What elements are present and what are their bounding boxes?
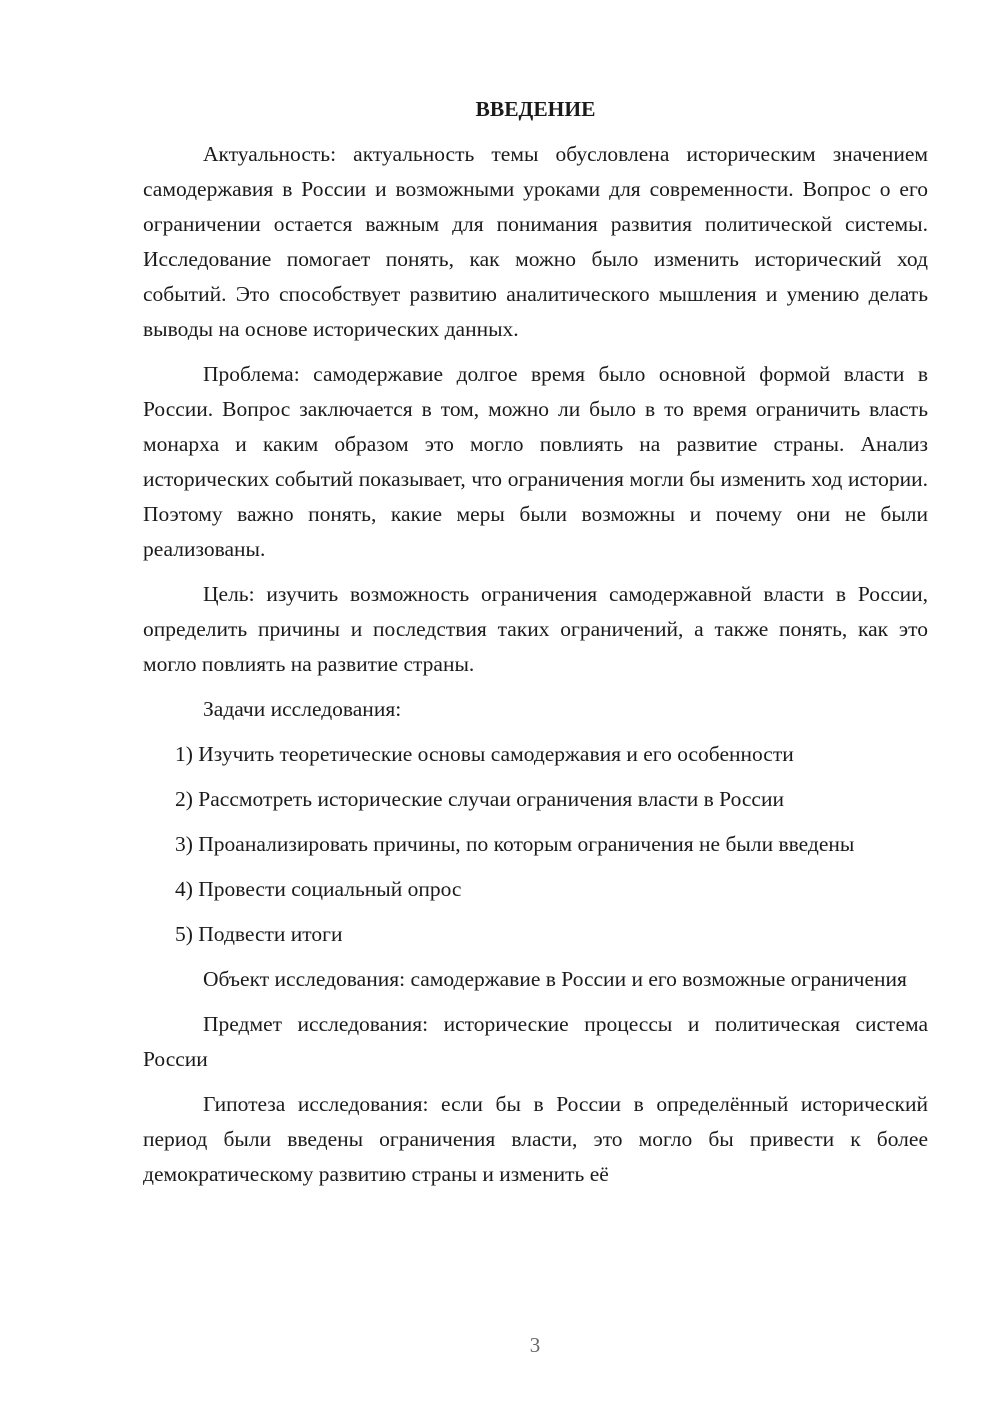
relevance-paragraph: Актуальность: актуальность темы обусловлена историческим значением самодержавия в России и возможными уроками для современности. Вопрос о его ограничении остается важным для понимания развития политической системы. Исследование помогает понять, как можно было изменить исторический ход событий. Это способствует развитию аналитического мышления и умению делать выводы на основе исторических данных. xyxy=(143,142,928,341)
hypothesis-paragraph: Гипотеза исследования: если бы в России в определённый исторический период были введены ограничения власти, это могло бы привести к более демократическому развитию страны и изменить её xyxy=(143,1092,928,1186)
section-heading: ВВЕДЕНИЕ xyxy=(475,97,596,121)
task-item-4: 4) Провести социальный опрос xyxy=(175,877,462,901)
task-item-5: 5) Подвести итоги xyxy=(175,922,343,946)
page-number: 3 xyxy=(529,1333,541,1357)
goal-paragraph: Цель: изучить возможность ограничения самодержавной власти в России, определить причины и последствия таких ограничений, а также понять, как это могло повлиять на развитие страны. xyxy=(143,582,928,676)
document-page xyxy=(143,92,928,1202)
problem-paragraph: Проблема: самодержавие долгое время было основной формой власти в России. Вопрос заключается в том, можно ли было в то время ограничить власть монарха и каким образом это могло повлиять на развитие страны. Анализ исторических событий показывает, что ограничения могли бы изменить ход истории. Поэтому важно понять, какие меры были возможны и почему они не были реализованы. xyxy=(143,362,928,561)
task-item-1: 1) Изучить теоретические основы самодержавия и его особенности xyxy=(175,742,794,766)
subject-paragraph: Предмет исследования: исторические процессы и политическая система России xyxy=(143,1012,928,1071)
task-item-2: 2) Рассмотреть исторические случаи ограничения власти в России xyxy=(175,787,784,811)
object-paragraph: Объект исследования: самодержавие в России и его возможные ограничения xyxy=(203,967,907,991)
tasks-heading: Задачи исследования: xyxy=(203,697,402,721)
task-item-3: 3) Проанализировать причины, по которым ограничения не были введены xyxy=(175,832,855,856)
